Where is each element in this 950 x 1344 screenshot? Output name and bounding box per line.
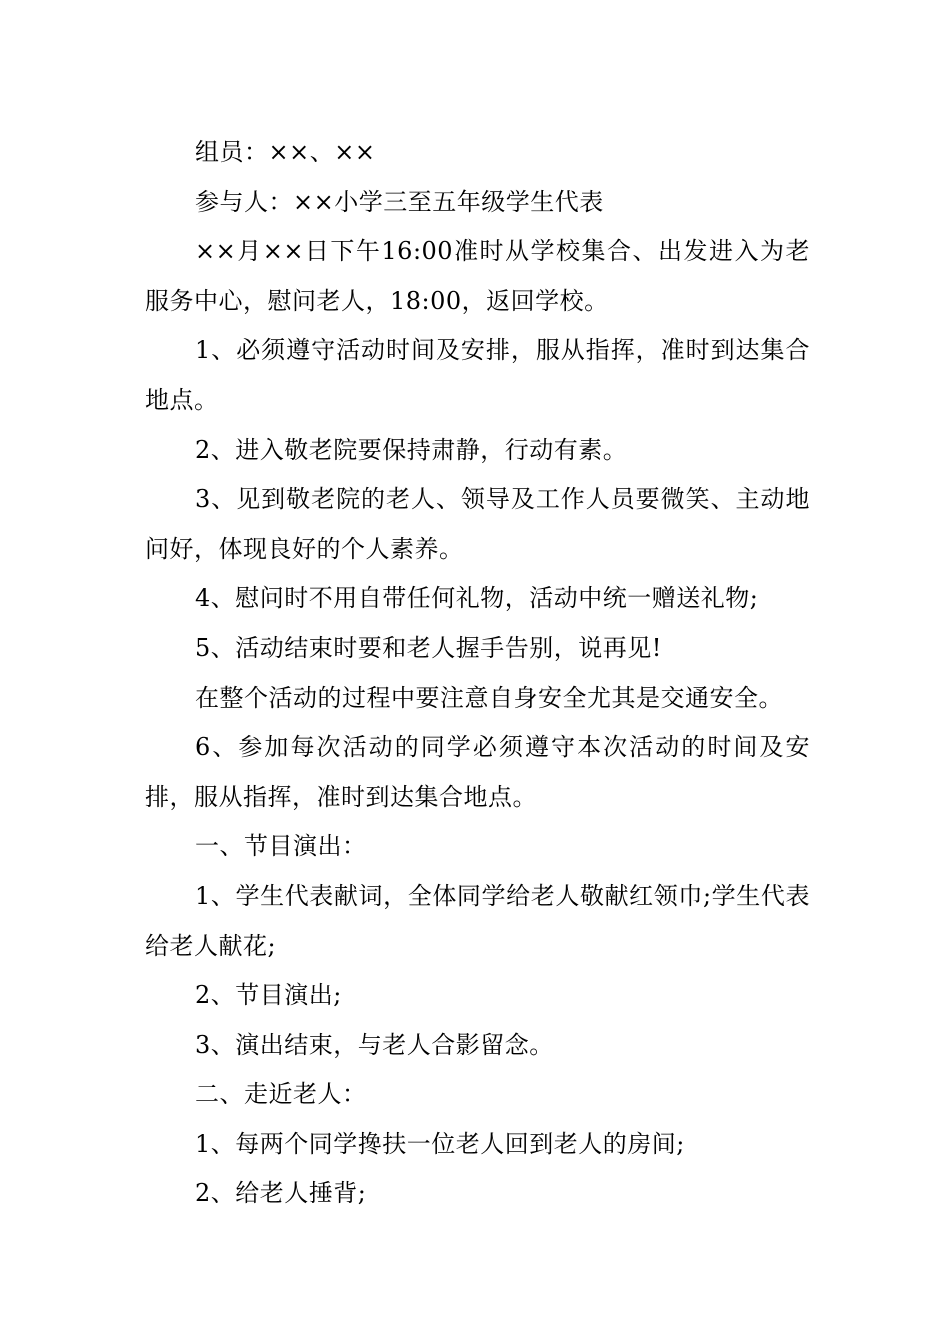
paragraph-performance-1: 1、学生代表献词，全体同学给老人敬献红领巾;学生代表给老人献花; [145,881,810,960]
paragraph-rule-2: 2、进入敬老院要保持肃静，行动有素。 [195,435,628,464]
section-heading-visit: 二、走近老人： [195,1080,367,1109]
paragraph-rule-5: 5、活动结束时要和老人握手告别，说再见! [195,633,662,662]
paragraph-performance-3: 3、演出结束，与老人合影留念。 [195,1030,554,1059]
paragraph-participants: 参与人：××小学三至五年级学生代表 [195,187,604,216]
paragraph-performance-2: 2、节目演出; [195,981,342,1010]
paragraph-visit-2: 2、给老人捶背; [195,1179,367,1208]
paragraph-rule-3: 3、见到敬老院的老人、领导及工作人员要微笑、主动地问好，体现良好的个人素养。 [145,485,810,563]
document-body [145,128,810,1219]
paragraph-members: 组员：××、×× [195,138,376,166]
paragraph-rule-1: 1、必须遵守活动时间及安排，服从指挥，准时到达集合地点。 [145,336,810,414]
paragraph-rule-6: 6、参加每次活动的同学必须遵守本次活动的时间及安排，服从指挥，准时到达集合地点。 [145,733,810,811]
paragraph-schedule: ××月××日下午16:00准时从学校集合、出发进入为老服务中心，慰问老人，18:00，返回学校。 [145,237,810,315]
paragraph-safety: 在整个活动的过程中要注意自身安全尤其是交通安全。 [195,683,783,712]
paragraph-rule-4: 4、慰问时不用自带任何礼物，活动中统一赠送礼物; [195,584,759,613]
paragraph-visit-1: 1、每两个同学搀扶一位老人回到老人的房间; [195,1129,685,1158]
section-heading-performance: 一、节目演出： [195,832,367,861]
